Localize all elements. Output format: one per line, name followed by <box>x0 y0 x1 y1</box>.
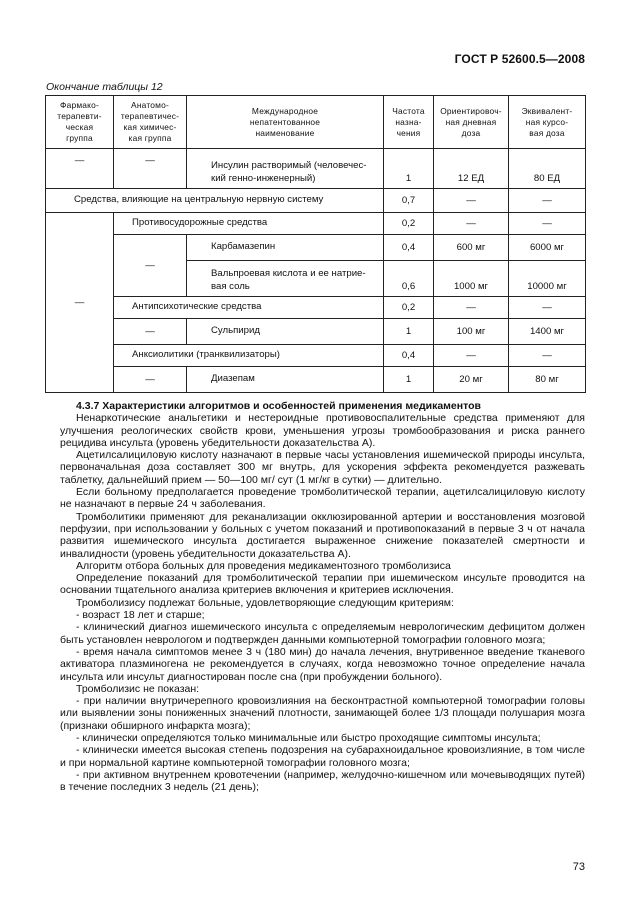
table-cell: 6000 мг <box>509 235 586 261</box>
table-row <box>46 149 586 189</box>
paragraph: Если больному предполагается проведение тромболитической терапии, ацетилсалициловую кислоту не назначают в первые 24 ч заболевания. <box>60 486 585 511</box>
table-cell: — <box>114 149 187 189</box>
table-cell: 0,2 <box>384 297 434 319</box>
table-cell: — <box>434 345 509 367</box>
table-cell: 0,2 <box>384 213 434 235</box>
table-cell: — <box>46 149 114 189</box>
table-cell: 0,6 <box>384 261 434 297</box>
paragraph: Алгоритм отбора больных для проведения медикаментозного тромболизиса <box>76 559 451 572</box>
table-cell: 1000 мг <box>434 261 509 297</box>
document-code: ГОСТ Р 52600.5—2008 <box>454 52 585 66</box>
table-header-row <box>46 96 586 149</box>
list-item: - клинически имеется высокая степень подозрения на субарахноидальное кровоизлияние, в том числе и при нормальной картине компьютерной томографии головного мозга; <box>60 744 585 769</box>
table-row <box>46 189 586 213</box>
table-cell: 12 ЕД <box>434 149 509 189</box>
section-title: 4.3.7 Характеристики алгоритмов и особенностей применения медикаментов <box>76 400 481 412</box>
table-cell: 600 мг <box>434 235 509 261</box>
table-row <box>46 345 586 367</box>
table-cell: 0,4 <box>384 235 434 261</box>
table-cell: Средства, влияющие на центральную нервную систему <box>46 189 384 213</box>
paragraph: Тромболизис не показан: <box>76 682 200 695</box>
table-cell: Сульпирид <box>187 319 384 345</box>
table-cell: — <box>509 345 586 367</box>
column-header: Эквивалент- ная курсо- вая доза <box>509 96 586 149</box>
column-header: Международное непатентованное наименование <box>187 96 384 149</box>
table-cell: Инсулин растворимый (человечес- кий генно-инженерный) <box>187 149 384 189</box>
table-row <box>46 213 586 235</box>
table-row <box>46 235 586 261</box>
table-cell: 10000 мг <box>509 261 586 297</box>
column-header: Анатомо- терапевтичес- кая химичес- кая группа <box>114 96 187 149</box>
list-item: - клинический диагноз ишемического инсульта с определяемым неврологическим дефицитом должен быть установлен неврологом и подтвержден данными компьютерной томографии головного мозга; <box>60 621 585 646</box>
table-cell: 20 мг <box>434 367 509 393</box>
table-caption: Окончание таблицы 12 <box>46 81 163 93</box>
table-cell: — <box>46 213 114 393</box>
table-cell: — <box>509 189 586 213</box>
paragraph: Тромболитики применяют для реканализации окклюзированной артерии и восстановления мозговой перфузии, при использовании у больных с учетом показаний и противопоказаний в первые 3 ч от начала развития ишемического инсульта достигается выраженное снижение показателей смертности и инвалидности (уровень убедительности доказательства А). <box>60 510 585 560</box>
table-cell: Антипсихотические средства <box>114 297 384 319</box>
list-item: - при активном внутреннем кровотечении (например, желудочно-кишечном или мочевыводящих путей) в течение последних 3 недель (21 день); <box>60 768 585 794</box>
list-item: - возраст 18 лет и старше; <box>76 609 205 622</box>
table-cell: 1 <box>384 319 434 345</box>
paragraph: Ацетилсалициловую кислоту назначают в первые часы установления ишемической природы инсульта, первоначальная доза составляет 300 мг внутрь, для ускорения эффекта рекомендуется разжевать таблетку, дальнейший прием — 50—100 мг/ сут (1 мг/кг в сутки) — длительно. <box>60 449 585 486</box>
list-item: - клинически определяются только минимальные или быстро проходящие симптомы инсульта; <box>76 732 541 745</box>
table-cell: 0,4 <box>384 345 434 367</box>
table-cell: 0,7 <box>384 189 434 213</box>
list-item: - при наличии внутричерепного кровоизлияния на бесконтрастной компьютерной томографии головы или выявлении зоны пониженных значений плотности, занимающей более 1/3 площади полушария мозга (признаки обширного инфаркта мозга); <box>60 695 585 732</box>
table-cell: Анксиолитики (транквилизаторы) <box>114 345 384 367</box>
paragraph: Тромболизису подлежат больные, удовлетворяющие следующим критериям: <box>76 596 454 609</box>
table-row <box>46 367 586 393</box>
table-cell: Вальпроевая кислота и ее натрие- вая соль <box>187 261 384 297</box>
table-cell: Диазепам <box>187 367 384 393</box>
table-cell: 1400 мг <box>509 319 586 345</box>
list-item: - время начала симптомов менее 3 ч (180 мин) до начала лечения, внутривенное введение тканевого активатора плазминогена не рекомендуется в случаях, когда невозможно точное определение начала инсульта или инсульт диагностирован после сна (при пробуждении больного). <box>60 645 585 683</box>
body-text <box>60 400 585 794</box>
column-header: Частота назна- чения <box>384 96 434 149</box>
table-cell: — <box>434 297 509 319</box>
table-cell: — <box>509 297 586 319</box>
paragraph: Определение показаний для тромболитической терапии при ишемическом инсульте проводится на основании тщательного анализа критериев включения и критериев исключения. <box>60 572 585 597</box>
table-cell: — <box>114 235 187 297</box>
drug-table <box>45 95 586 393</box>
page-number: 73 <box>572 861 585 873</box>
table-cell: — <box>434 213 509 235</box>
paragraph: Ненаркотические анальгетики и нестероидные противовоспалительные средства применяют для улучшения реологических свойств крови, уменьшения угрозы тромбообразования и риска раннего рецидива инсульта (уровень убедительности доказательства А). <box>60 412 585 449</box>
table-cell: Противосудорожные средства <box>114 213 384 235</box>
table-row <box>46 297 586 319</box>
table-cell: Карбамазепин <box>187 235 384 261</box>
table-cell: — <box>434 189 509 213</box>
table-cell: — <box>509 213 586 235</box>
table-cell: 1 <box>384 149 434 189</box>
table-cell: — <box>114 367 187 393</box>
table-cell: 80 ЕД <box>509 149 586 189</box>
table-cell: — <box>114 319 187 345</box>
column-header: Фармако- терапевти- ческая группа <box>46 96 114 149</box>
column-header: Ориентировоч- ная дневная доза <box>434 96 509 149</box>
table-cell: 100 мг <box>434 319 509 345</box>
table-cell: 1 <box>384 367 434 393</box>
table-cell: 80 мг <box>509 367 586 393</box>
table-row <box>46 319 586 345</box>
